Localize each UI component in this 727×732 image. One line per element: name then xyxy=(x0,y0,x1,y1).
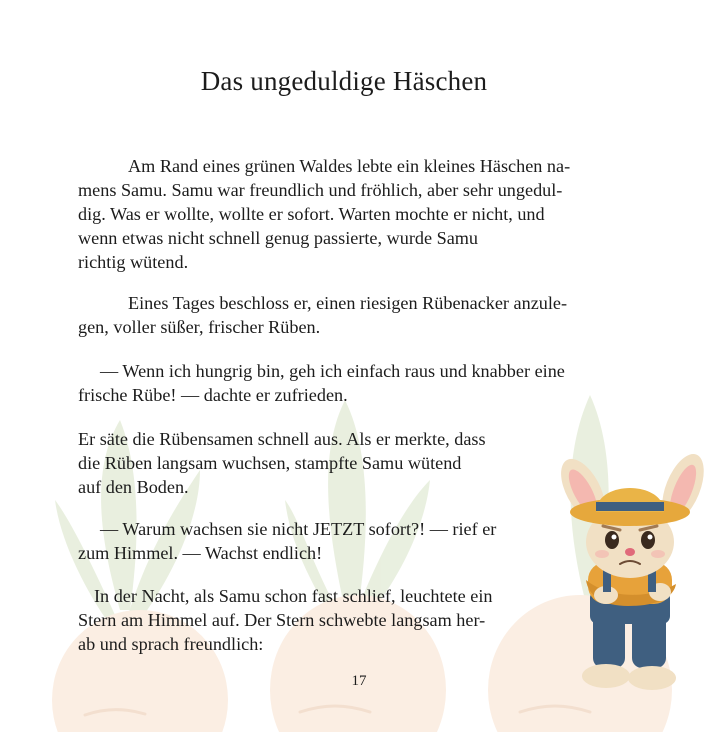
paragraph-3 xyxy=(78,359,565,407)
paragraph-line: ab und sprach freundlich: xyxy=(78,634,264,654)
paragraph-5 xyxy=(78,517,496,565)
paragraph-line: dig. Was er wollte, wollte er sofort. Warten mochte er nicht, und xyxy=(78,204,545,224)
paragraph-line: — Wenn ich hungrig bin, geh ich einfach raus und knabber eine xyxy=(100,361,565,381)
grumpy-bunny-illustration xyxy=(548,450,708,695)
paragraph-line: mens Samu. Samu war freundlich und fröhlich, aber sehr ungedul- xyxy=(78,180,563,200)
paragraph-line: Eines Tages beschloss er, einen riesigen Rübenacker anzule- xyxy=(128,293,568,313)
paragraph-6 xyxy=(78,584,492,656)
paragraph-1 xyxy=(78,154,570,274)
paragraph-line: frische Rübe! — dachte er zufrieden. xyxy=(78,385,348,405)
paragraph-line: richtig wütend. xyxy=(78,252,189,272)
paragraph-line: Er säte die Rübensamen schnell aus. Als er merkte, dass xyxy=(78,429,486,449)
paragraph-2 xyxy=(78,291,567,339)
paragraph-line: auf den Boden. xyxy=(78,477,189,497)
paragraph-line: die Rüben langsam wuchsen, stampfte Samu wütend xyxy=(78,453,462,473)
page-number: 17 xyxy=(351,673,367,689)
paragraph-line: wenn etwas nicht schnell genug passierte, wurde Samu xyxy=(78,228,479,248)
paragraph-line: gen, voller süßer, frischer Rüben. xyxy=(78,317,321,337)
paragraph-line: — Warum wachsen sie nicht JETZT sofort?! — rief er xyxy=(100,519,497,539)
paragraph-4 xyxy=(78,427,486,499)
paragraph-line: Stern am Himmel auf. Der Stern schwebte langsam her- xyxy=(78,610,486,630)
paragraph-line: Am Rand eines grünen Waldes lebte ein kleines Häschen na- xyxy=(128,156,571,176)
paragraph-line: zum Himmel. — Wachst endlich! xyxy=(78,543,323,563)
page-title: Das ungeduldige Häschen xyxy=(200,66,488,96)
paragraph-line: In der Nacht, als Samu schon fast schlief, leuchtete ein xyxy=(94,586,493,606)
